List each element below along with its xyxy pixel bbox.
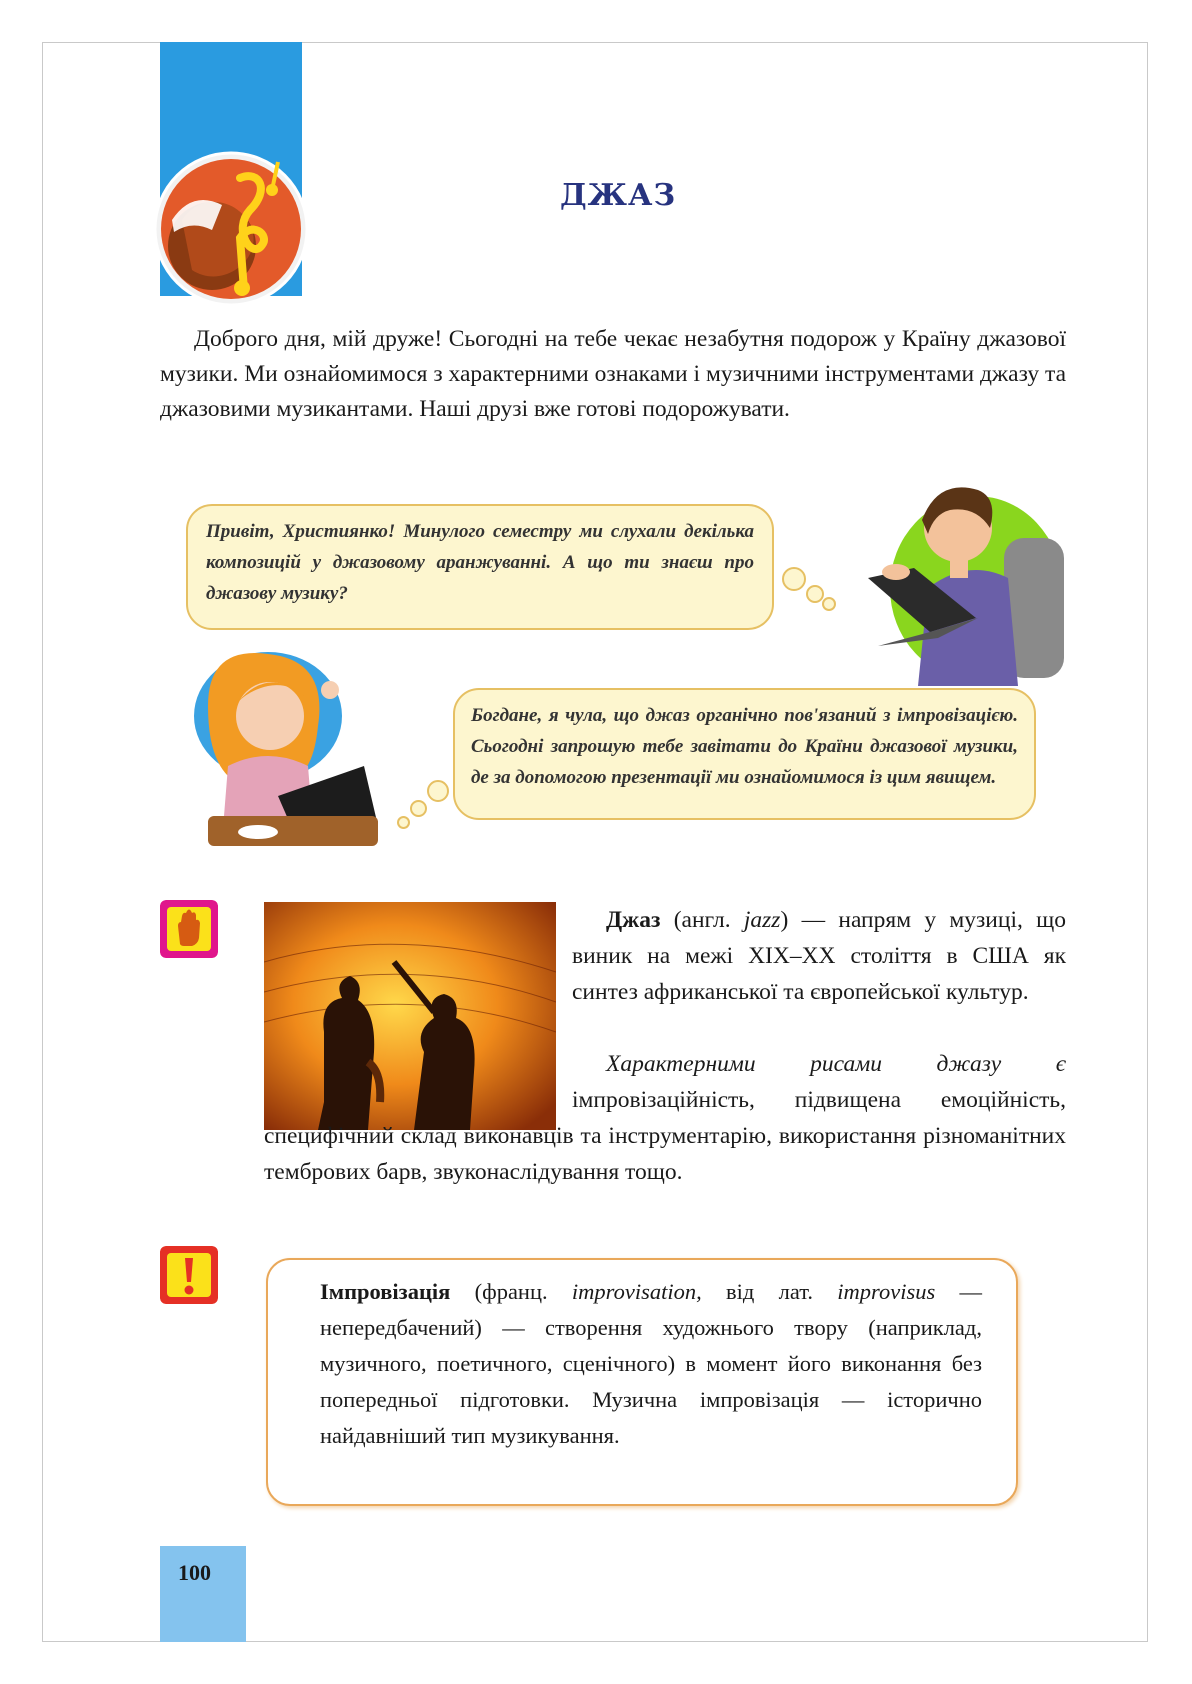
jazz-lang-note-close: ) bbox=[780, 907, 789, 933]
jazz-term: Джаз bbox=[606, 907, 661, 933]
music-emblem-icon bbox=[152, 150, 310, 308]
note-text-2: від лат. bbox=[701, 1279, 838, 1304]
jazz-features-text: імпровізаційність, підвищена емоційність, специфічний склад виконавців та інструментарію, використання різноманітних тембрових барв, звуконаслідування тощо. bbox=[264, 1087, 1066, 1185]
bubble-dot bbox=[427, 780, 449, 802]
page-number: 100 bbox=[178, 1560, 211, 1585]
note-text-3: — непередбачений) — створення художнього твору (наприклад, музичного, поетичного, сценічного) в момент його виконання без попередньої підготовки. Музична імпровізація — історично найдавніший тип музикування. bbox=[320, 1279, 982, 1448]
bubble-dot bbox=[806, 585, 824, 603]
note-text-1: (франц. bbox=[450, 1279, 572, 1304]
bubble-dot bbox=[397, 816, 410, 829]
intro-paragraph: Доброго дня, мій друже! Сьогодні на тебе чекає незабутня подорож у Країну джазової музики. Ми ознайомимося з характерними ознаками і музичними інструментами джазу та джазовими музикантами. Наші друзі вже готові подорожувати. bbox=[160, 326, 1066, 422]
note-word-2: improvisus bbox=[837, 1279, 936, 1304]
jazz-features-paragraph bbox=[264, 1046, 1066, 1190]
note-word-1: improvisation, bbox=[571, 1279, 702, 1304]
girl-at-laptop-illustration bbox=[188, 646, 388, 852]
improvisation-definition-box bbox=[266, 1258, 1018, 1506]
bubble-dot bbox=[822, 597, 836, 611]
jazz-lang-note: (англ. bbox=[660, 907, 744, 933]
boy-speech-bubble: Привіт, Християнко! Минулого семестру ми слухали декілька композицій у джазовому аранжуванні. А що ти знаєш про джазову музику? bbox=[186, 504, 774, 630]
bubble-dot bbox=[782, 567, 806, 591]
boy-at-laptop-illustration bbox=[858, 468, 1070, 686]
improvisation-term: Імпровізація bbox=[320, 1279, 451, 1304]
jazz-definition-paragraph bbox=[572, 902, 1066, 1010]
jazz-features-lead: Характерними рисами джазу є bbox=[606, 1051, 1066, 1077]
photo-wrap-spacer bbox=[264, 1046, 572, 1118]
girl-speech-bubble: Богдане, я чула, що джаз органічно пов'язаний з імпровізацією. Сьогодні запрошую тебе завітати до Країни джазової музики, де за допомогою презентації ми ознайомимося із цим явищем. bbox=[453, 688, 1036, 820]
bubble-dot bbox=[410, 800, 427, 817]
page-title: ДЖАЗ bbox=[560, 178, 677, 213]
hand-icon bbox=[160, 900, 218, 958]
jazz-definition-text: — напрям у музиці, що виник на межі XIX–XX століття в США як синтез африканської та європейської культур. bbox=[572, 907, 1066, 1005]
exclamation-icon bbox=[160, 1246, 218, 1304]
jazz-lang-word: jazz bbox=[743, 907, 781, 933]
